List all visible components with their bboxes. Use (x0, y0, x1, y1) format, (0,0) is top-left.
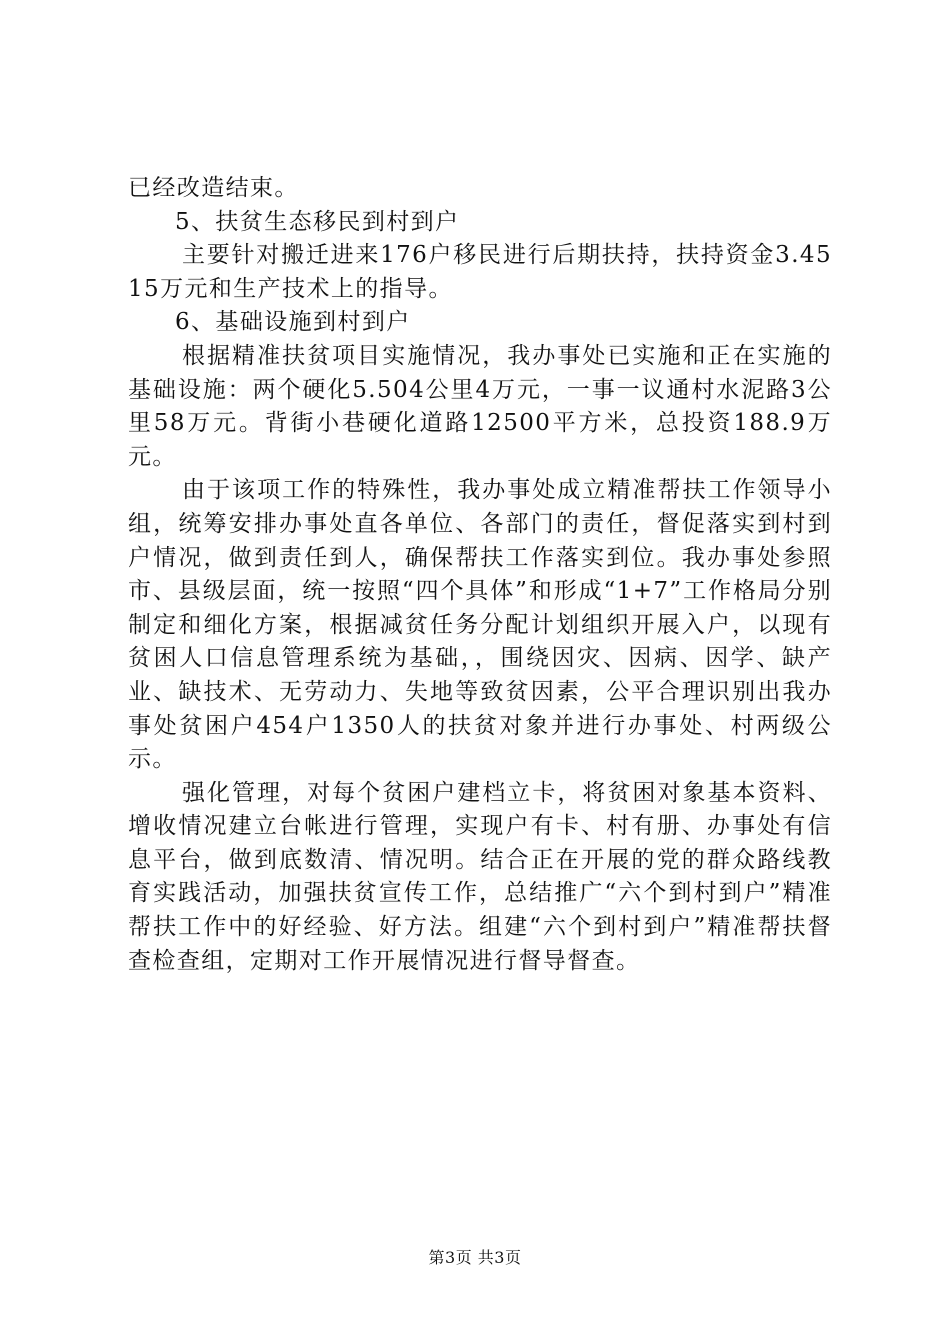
page-number-footer: 第3页 共3页 (428, 1248, 522, 1267)
heading-infrastructure: 6、基础设施到村到户 (175, 309, 411, 336)
paragraph-management: 强化管理，对每个贫困户建档立卡，将贫困对象基本资料、增收情况建立台帐进行管理，实现户有卡、村有册、办事处有信息平台，做到底数清、情况明。结合正在开展的党的群众路线教育实践活动，加强扶贫宣传工作，总结推广“六个到村到户”精准帮扶工作中的好经验、好方法。组建“六个到村到户”精准帮扶督查检查组，定期对工作开展情况进行督导督查。 (128, 779, 832, 974)
heading-ecological-migration: 5、扶贫生态移民到村到户 (175, 208, 460, 235)
paragraph-leadership-group: 由于该项工作的特殊性，我办事处成立精准帮扶工作领导小组，统筹安排办事处直各单位、各部门的责任，督促落实到村到户情况，做到责任到人，确保帮扶工作落实到位。我办事处参照市、县级层面，统一按照“四个具体”和形成“1+7”工作格局分别制定和细化方案，根据减贫任务分配计划组织开展入户，以现有贫困人口信息管理系统为基础，，围绕因灾、因病、因学、缺产业、缺技术、无劳动力、失地等致贫因素，公平合理识别出我办事处贫困户454户1350人的扶贫对象并进行办事处、村两级公示。 (128, 477, 832, 773)
paragraph-migration-support: 主要针对搬迁进来176户移民进行后期扶持，扶持资金3.4515万元和生产技术上的指导。 (128, 242, 832, 302)
paragraph-continuation: 已经改造结束。 (128, 175, 299, 201)
document-body (128, 172, 832, 978)
paragraph-infrastructure: 根据精准扶贫项目实施情况，我办事处已实施和正在实施的基础设施：两个硬化5.504公里4万元，一事一议通村水泥路3公里58万元。背街小巷硬化道路12500平方米，总投资188.9万元。 (128, 342, 832, 470)
